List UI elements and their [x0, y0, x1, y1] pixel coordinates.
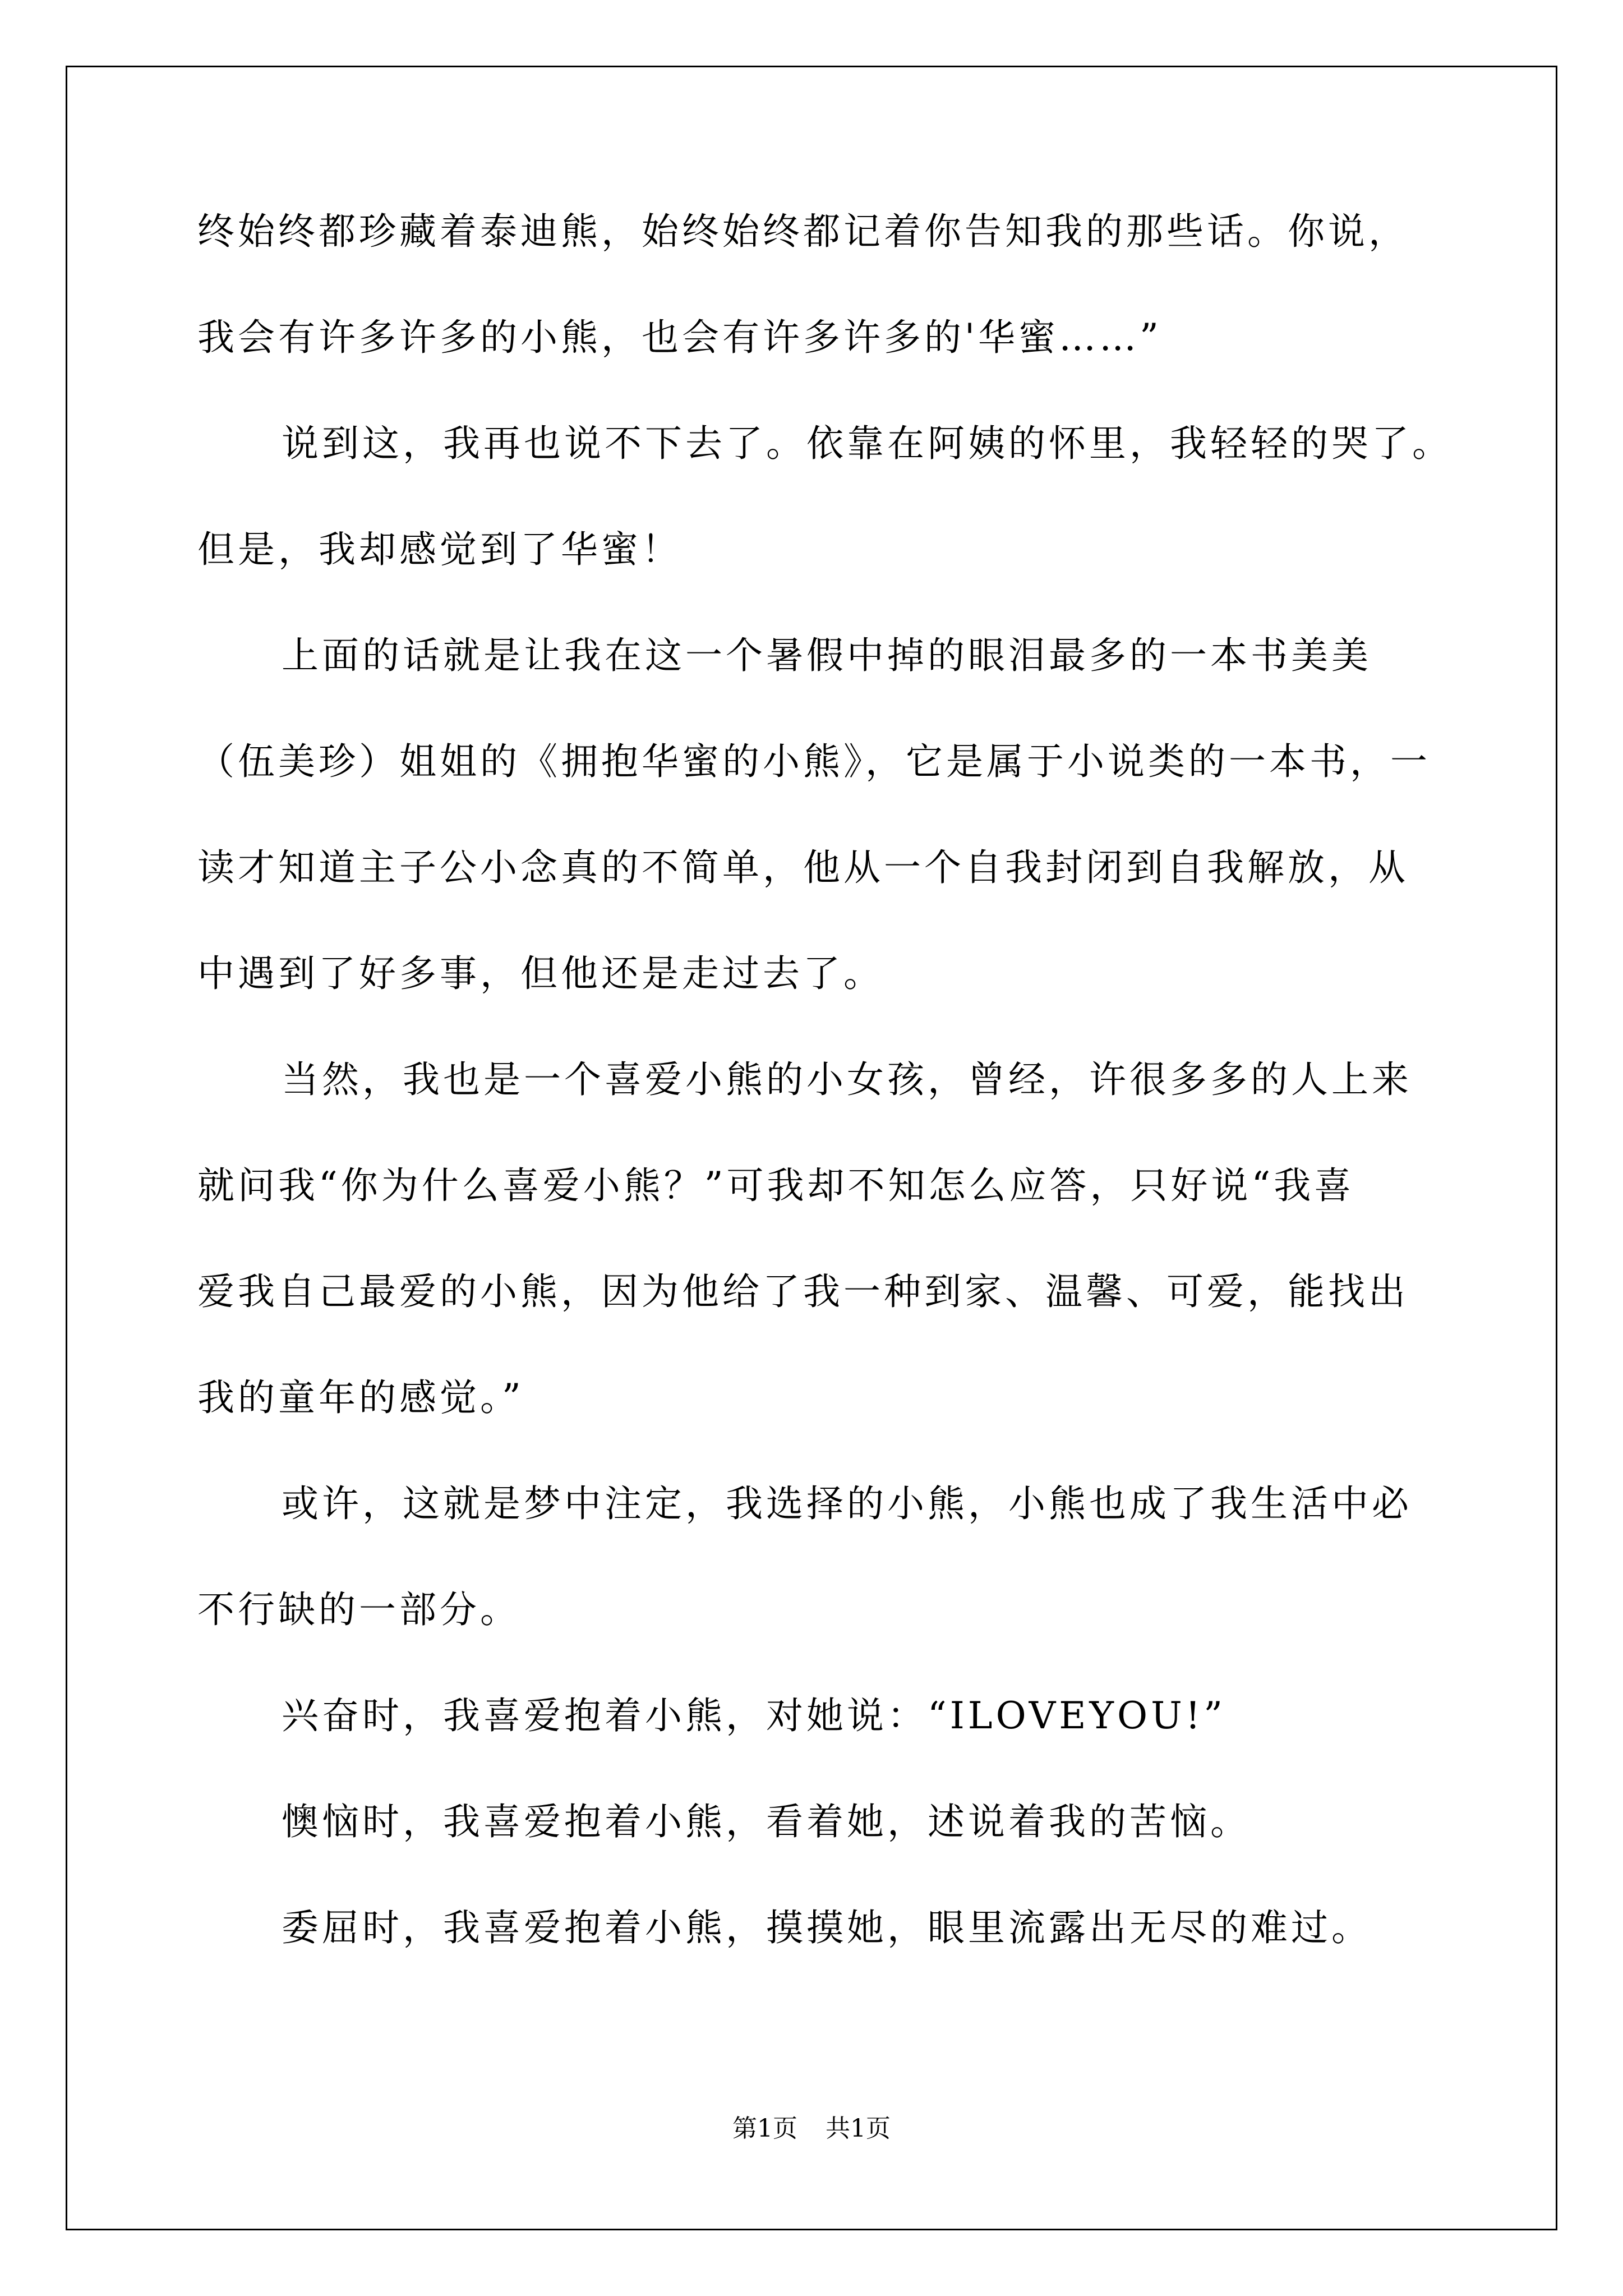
text-line: 就问我“你为什么喜爱小熊？”可我却不知怎么应答，只好说“我喜: [197, 1164, 1355, 1207]
paragraph-start-line: 懊恼时，我喜爱抱着小熊，看着她，述说着我的苦恼。: [282, 1800, 1251, 1843]
paragraph-start-line: 或许，这就是梦中注定，我选择的小熊，小熊也成了我生活中必: [282, 1482, 1412, 1525]
paragraph-start-line: 上面的话就是让我在这一个暑假中掉的眼泪最多的一本书美美: [282, 634, 1372, 677]
text-line: 我的童年的感觉。”: [197, 1376, 524, 1419]
text-line: 我会有许多许多的小熊，也会有许多许多的'华蜜……”: [197, 316, 1162, 359]
paragraph-start-line: 当然，我也是一个喜爱小熊的小女孩，曾经，许很多多的人上来: [282, 1058, 1412, 1101]
page-footer: [0, 2115, 1623, 2143]
page-number-current: 第1页: [732, 2114, 797, 2143]
text-line: 终始终都珍藏着泰迪熊，始终始终都记着你告知我的那些话。你说，: [197, 210, 1409, 253]
text-line: 但是，我却感觉到了华蜜！: [197, 528, 682, 571]
text-line: 读才知道主子公小念真的不简单，他从一个自我封闭到自我解放，从: [197, 846, 1409, 889]
paragraph-start-line: 委屈时，我喜爱抱着小熊，摸摸她，眼里流露出无尽的难过。: [282, 1906, 1372, 1949]
text-line: 不行缺的一部分。: [197, 1588, 520, 1631]
text-line: 中遇到了好多事，但他还是走过去了。: [197, 952, 884, 995]
page-number-total: 共1页: [826, 2114, 891, 2143]
paragraph-start-line: 说到这，我再也说不下去了。依靠在阿姨的怀里，我轻轻的哭了。: [282, 422, 1453, 465]
text-line: （伍美珍）姐姐的《拥抱华蜜的小熊》，它是属于小说类的一本书，一: [197, 740, 1431, 783]
text-line: 爱我自己最爱的小熊，因为他给了我一种到家、温馨、可爱，能找出: [197, 1270, 1409, 1313]
paragraph-start-line: 兴奋时，我喜爱抱着小熊，对她说：“ILOVEYOU!”: [282, 1694, 1226, 1737]
